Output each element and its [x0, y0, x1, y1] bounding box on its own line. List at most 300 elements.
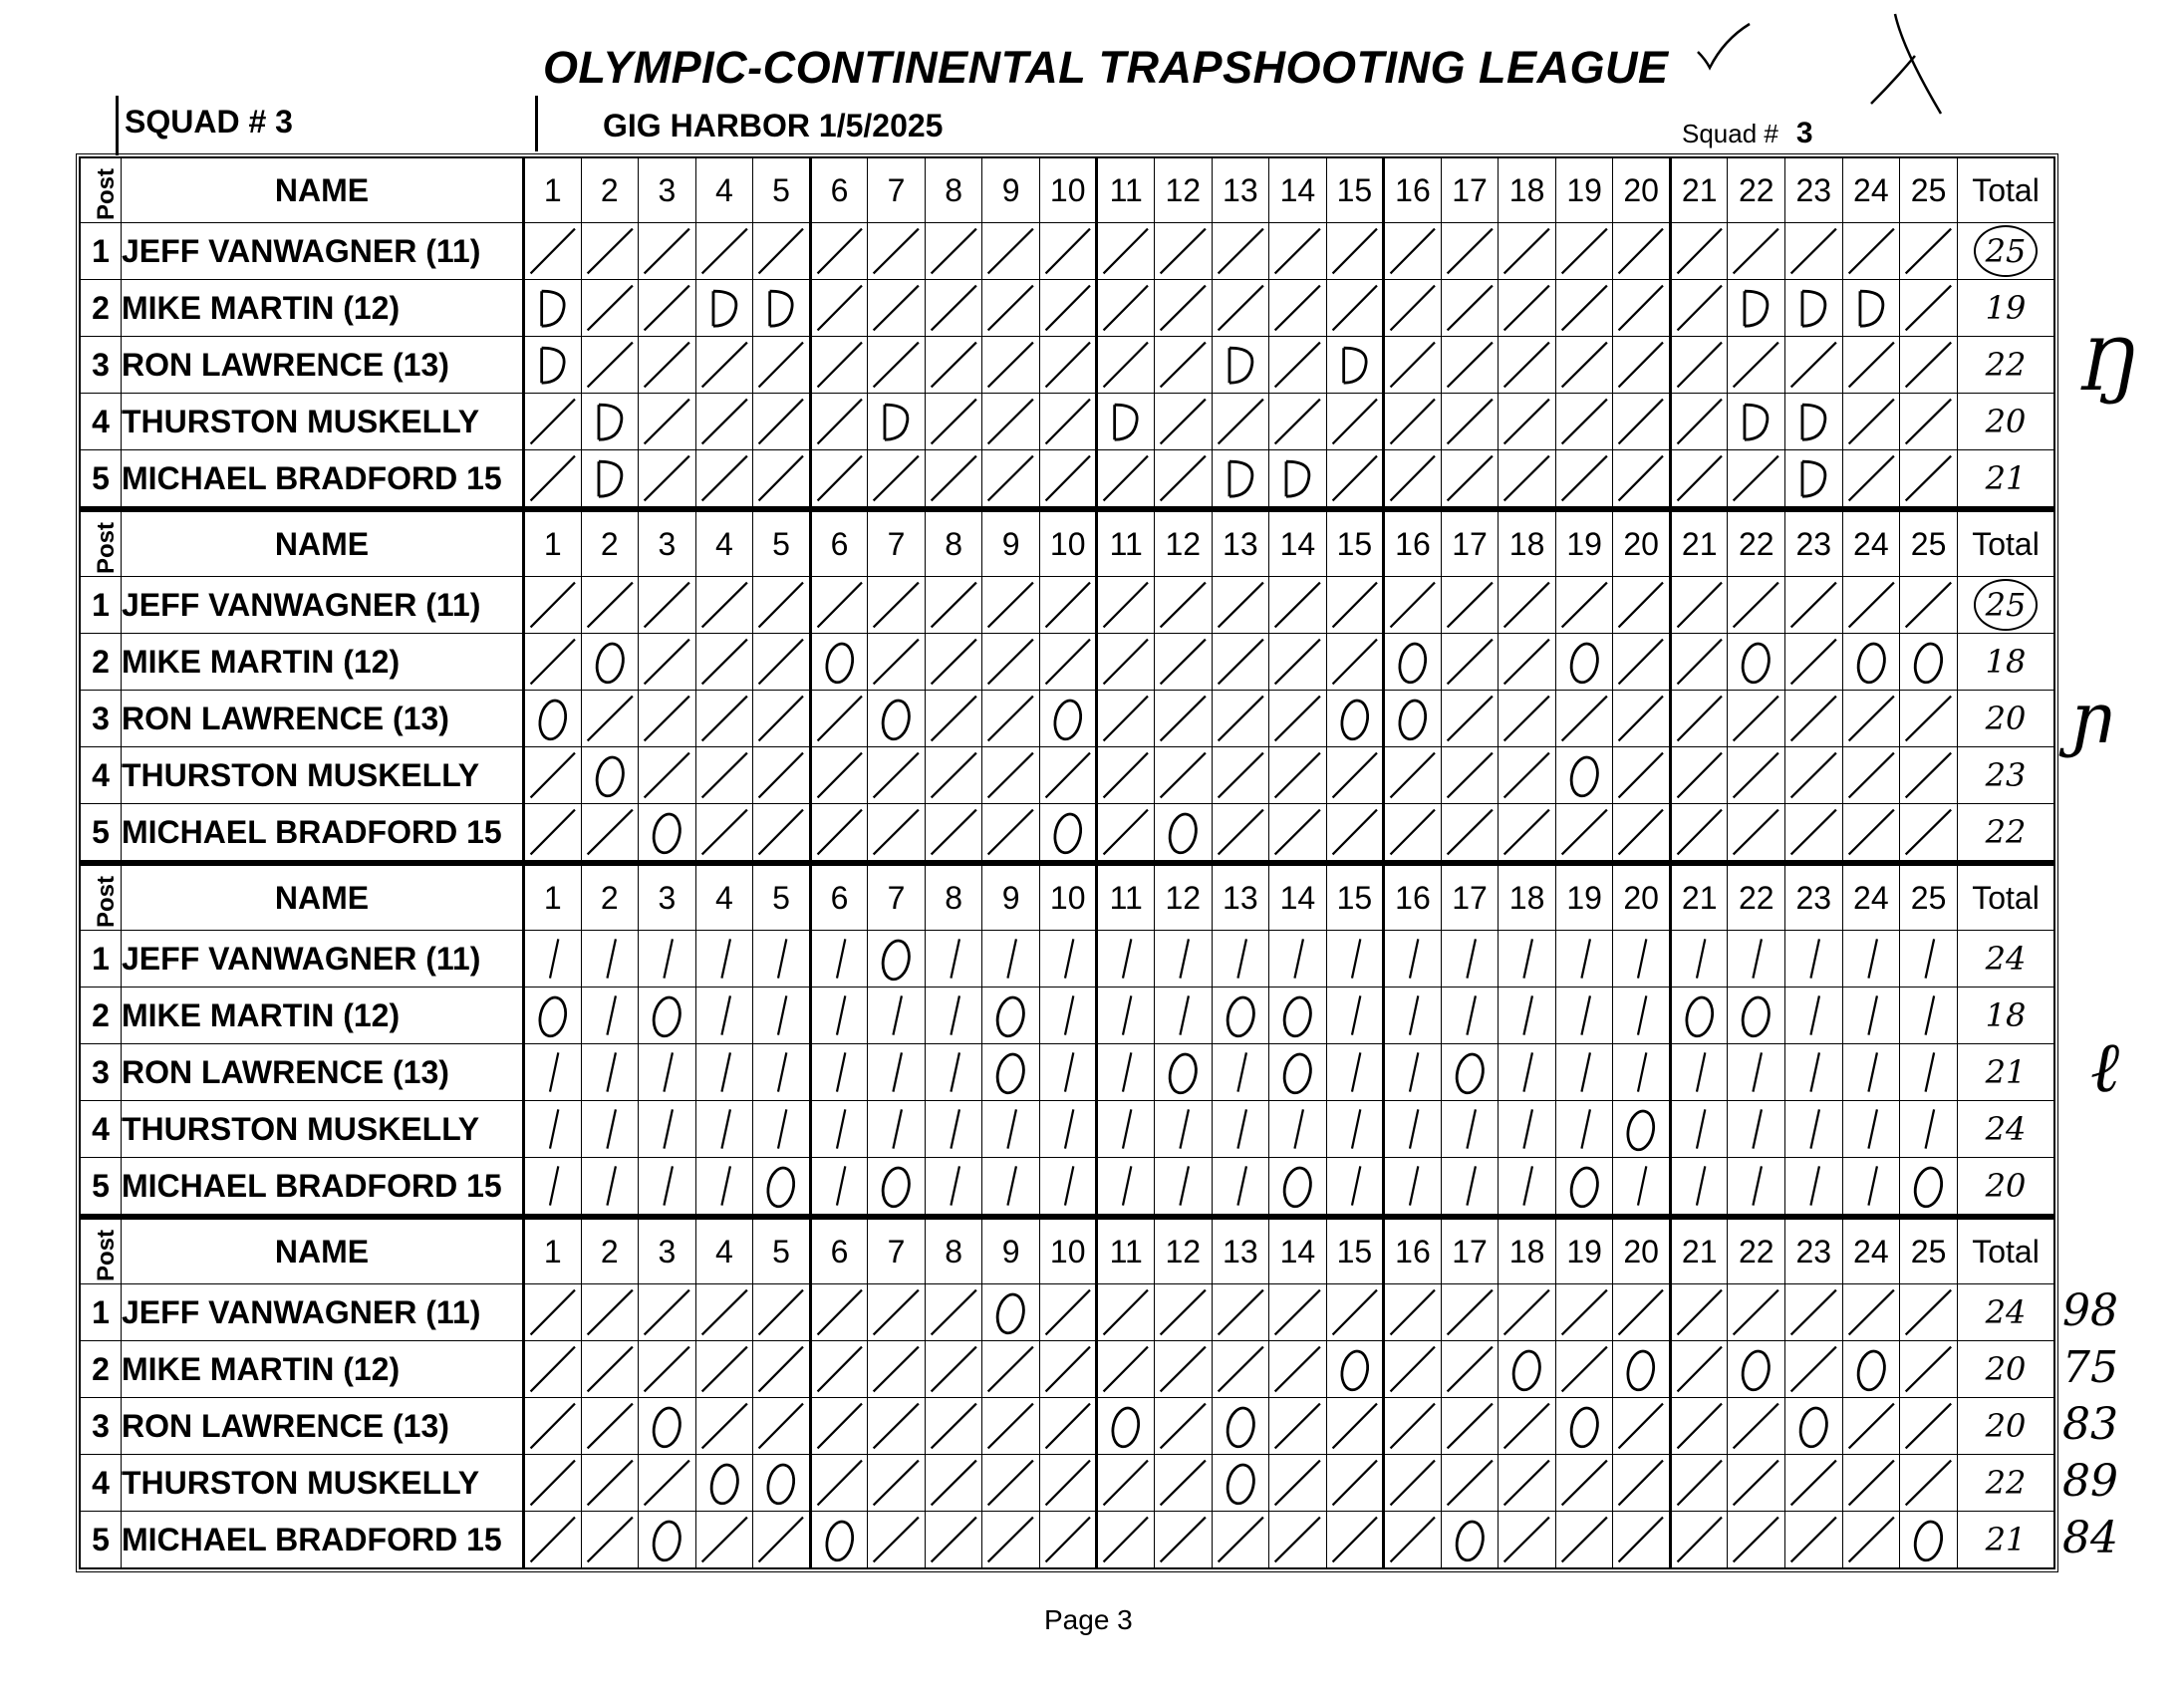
hit-slash-mark	[1672, 1044, 1728, 1100]
lost-target-d-mark	[1269, 450, 1326, 506]
target-cell	[810, 280, 868, 337]
target-cell	[982, 394, 1040, 450]
hit-slash-mark	[1155, 223, 1212, 279]
hit-slash-mark	[1499, 577, 1555, 633]
hit-slash-mark	[1040, 1341, 1096, 1397]
target-cell	[524, 804, 582, 861]
hit-slash-mark	[982, 931, 1039, 987]
target-cell	[1842, 931, 1900, 988]
row-total	[1958, 450, 2054, 507]
hit-slash-mark	[1269, 1101, 1326, 1157]
hit-slash-mark	[1499, 747, 1555, 803]
target-cell	[1900, 804, 1958, 861]
target-cell	[1900, 280, 1958, 337]
target-cell	[1212, 747, 1269, 804]
hit-slash-mark	[525, 931, 581, 987]
hit-slash-mark	[926, 1398, 982, 1454]
target-cell	[1039, 1341, 1097, 1398]
lost-target-o-mark	[582, 747, 639, 803]
row-total-value: 22	[1985, 813, 2027, 851]
hit-slash-mark	[1442, 1158, 1499, 1214]
hit-slash-mark	[1213, 280, 1269, 336]
target-cell	[1842, 280, 1900, 337]
target-number: 16	[1384, 158, 1442, 223]
hit-slash-mark	[926, 577, 982, 633]
target-cell	[810, 1398, 868, 1455]
hit-slash-mark	[1098, 450, 1154, 506]
hit-slash-mark	[868, 223, 925, 279]
lost-target-o-mark	[1900, 1158, 1957, 1214]
hit-slash-mark	[1499, 1158, 1555, 1214]
hit-slash-mark	[926, 450, 982, 506]
target-cell	[1900, 337, 1958, 394]
shooter-name: RON LAWRENCE (13)	[122, 1398, 524, 1455]
target-cell	[1555, 223, 1613, 280]
hit-slash-mark	[1327, 747, 1383, 803]
lost-target-o-mark	[696, 1455, 753, 1511]
hit-slash-mark	[1442, 804, 1499, 860]
target-cell	[868, 988, 926, 1044]
target-cell	[868, 337, 926, 394]
target-number: 9	[982, 1220, 1040, 1284]
lost-target-d-mark	[1728, 394, 1784, 449]
target-number: 8	[925, 158, 982, 223]
hit-slash-mark	[1327, 280, 1383, 336]
target-number: 18	[1499, 512, 1556, 577]
shooter-name: RON LAWRENCE (13)	[122, 1044, 524, 1101]
target-cell	[1384, 1044, 1442, 1101]
target-cell	[1384, 634, 1442, 691]
target-cell	[1326, 1341, 1384, 1398]
target-cell	[1039, 450, 1097, 507]
target-cell	[868, 1512, 926, 1568]
hit-slash-mark	[1900, 394, 1957, 449]
squad-number	[1682, 117, 1813, 150]
hit-slash-mark	[1672, 1398, 1728, 1454]
row-total	[1958, 1158, 2054, 1215]
hit-slash-mark	[1155, 1341, 1212, 1397]
target-number: 18	[1499, 158, 1556, 223]
target-cell	[1155, 931, 1213, 988]
target-cell	[1441, 1512, 1499, 1568]
hit-slash-mark	[639, 577, 695, 633]
target-cell	[1670, 988, 1728, 1044]
target-cell	[925, 1455, 982, 1512]
target-cell	[524, 1455, 582, 1512]
target-cell	[1900, 450, 1958, 507]
target-cell	[695, 931, 753, 988]
target-number: 15	[1326, 158, 1384, 223]
hit-slash-mark	[1269, 747, 1326, 803]
hit-slash-mark	[1672, 1284, 1728, 1340]
target-number: 10	[1039, 512, 1097, 577]
target-number: 20	[1613, 1220, 1671, 1284]
target-cell	[868, 1455, 926, 1512]
target-cell	[524, 634, 582, 691]
target-cell	[524, 1284, 582, 1341]
target-cell	[810, 337, 868, 394]
hit-slash-mark	[1385, 450, 1441, 506]
hit-slash-mark	[926, 280, 982, 336]
hit-slash-mark	[1843, 747, 1900, 803]
target-cell	[1785, 1158, 1843, 1215]
row-total	[1958, 1044, 2054, 1101]
shooter-name: MICHAEL BRADFORD 15	[122, 1158, 524, 1215]
target-cell	[1039, 223, 1097, 280]
target-cell	[1039, 804, 1097, 861]
page-title: OLYMPIC-CONTINENTAL TRAPSHOOTING LEAGUE	[543, 42, 1669, 93]
hit-slash-mark	[982, 394, 1039, 449]
post-number: 4	[81, 394, 122, 450]
squad-number-label: Squad #	[1682, 119, 1778, 148]
target-cell	[1039, 691, 1097, 747]
target-cell	[1269, 988, 1327, 1044]
shooter-row	[81, 280, 2054, 337]
hit-slash-mark	[868, 1455, 925, 1511]
hit-slash-mark	[1785, 931, 1842, 987]
lost-target-o-mark	[1098, 1398, 1154, 1454]
target-cell	[1155, 988, 1213, 1044]
target-cell	[1728, 1284, 1785, 1341]
post-number: 3	[81, 691, 122, 747]
hit-slash-mark	[812, 577, 868, 633]
row-total-value: 21	[1985, 1053, 2027, 1091]
target-cell	[1326, 1158, 1384, 1215]
shooter-row	[81, 1455, 2054, 1512]
hit-slash-mark	[1613, 804, 1669, 860]
target-cell	[1269, 450, 1327, 507]
target-cell	[1900, 1398, 1958, 1455]
target-number: 23	[1785, 1220, 1843, 1284]
target-cell	[1728, 1101, 1785, 1158]
target-cell	[925, 1101, 982, 1158]
shooter-row	[81, 1398, 2054, 1455]
score-block	[80, 1219, 2054, 1568]
target-cell	[982, 450, 1040, 507]
target-cell	[925, 450, 982, 507]
hit-slash-mark	[1785, 577, 1842, 633]
target-cell	[1441, 394, 1499, 450]
hit-slash-mark	[639, 223, 695, 279]
venue-date: GIG HARBOR 1/5/2025	[603, 108, 944, 143]
target-cell	[581, 691, 639, 747]
hit-slash-mark	[1098, 1101, 1154, 1157]
target-cell	[639, 1044, 696, 1101]
target-cell	[1384, 394, 1442, 450]
target-cell	[524, 931, 582, 988]
hit-slash-mark	[1040, 1455, 1096, 1511]
hit-slash-mark	[696, 1284, 753, 1340]
lost-target-d-mark	[525, 280, 581, 336]
target-cell	[1039, 1398, 1097, 1455]
hit-slash-mark	[1672, 1101, 1728, 1157]
lost-target-o-mark	[1728, 988, 1784, 1043]
target-cell	[1499, 223, 1556, 280]
hit-slash-mark	[926, 691, 982, 746]
target-cell	[1613, 577, 1671, 634]
target-cell	[1613, 988, 1671, 1044]
target-cell	[982, 634, 1040, 691]
target-cell	[1039, 1101, 1097, 1158]
shooter-row	[81, 577, 2054, 634]
shooter-row	[81, 1044, 2054, 1101]
hit-slash-mark	[1672, 450, 1728, 506]
hit-slash-mark	[1785, 988, 1842, 1043]
target-cell	[1670, 1284, 1728, 1341]
post-number: 4	[81, 747, 122, 804]
hit-slash-mark	[1155, 747, 1212, 803]
target-cell	[524, 988, 582, 1044]
target-cell	[1326, 223, 1384, 280]
hit-slash-mark	[1785, 223, 1842, 279]
hit-slash-mark	[1213, 1044, 1269, 1100]
hit-slash-mark	[1155, 1398, 1212, 1454]
lost-target-d-mark	[1213, 337, 1269, 393]
shooter-name: THURSTON MUSKELLY	[122, 394, 524, 450]
target-cell	[581, 450, 639, 507]
target-cell	[581, 1158, 639, 1215]
target-cell	[1326, 1284, 1384, 1341]
hit-slash-mark	[812, 1398, 868, 1454]
post-number: 5	[81, 1512, 122, 1568]
target-number: 20	[1613, 866, 1671, 931]
total-header: Total	[1958, 512, 2054, 577]
target-cell	[1269, 394, 1327, 450]
shooter-name: MICHAEL BRADFORD 15	[122, 450, 524, 507]
lost-target-o-mark	[1327, 1341, 1383, 1397]
lost-target-o-mark	[1613, 1341, 1669, 1397]
target-cell	[581, 394, 639, 450]
hit-slash-mark	[1785, 804, 1842, 860]
lost-target-d-mark	[582, 450, 639, 506]
shooter-row	[81, 634, 2054, 691]
hit-slash-mark	[1613, 394, 1669, 449]
hit-slash-mark	[1155, 691, 1212, 746]
target-cell	[982, 1284, 1040, 1341]
target-cell	[753, 1158, 811, 1215]
target-cell	[925, 337, 982, 394]
shooter-row	[81, 337, 2054, 394]
target-cell	[524, 1158, 582, 1215]
target-cell	[639, 450, 696, 507]
hit-slash-mark	[868, 804, 925, 860]
target-cell	[639, 577, 696, 634]
hit-slash-mark	[1556, 1455, 1613, 1511]
hit-slash-mark	[1843, 577, 1900, 633]
target-cell	[982, 747, 1040, 804]
target-cell	[639, 691, 696, 747]
post-number: 5	[81, 804, 122, 861]
hit-slash-mark	[1499, 337, 1555, 393]
hit-slash-mark	[1040, 747, 1096, 803]
target-cell	[1269, 1398, 1327, 1455]
hit-slash-mark	[1155, 394, 1212, 449]
target-cell	[1097, 1101, 1155, 1158]
target-cell	[1097, 1158, 1155, 1215]
target-cell	[1384, 1455, 1442, 1512]
hit-slash-mark	[696, 634, 753, 690]
target-number: 19	[1555, 1220, 1613, 1284]
hit-slash-mark	[753, 1044, 809, 1100]
target-cell	[1212, 931, 1269, 988]
hit-slash-mark	[525, 1341, 581, 1397]
hit-slash-mark	[1155, 1512, 1212, 1567]
target-cell	[1384, 1158, 1442, 1215]
hit-slash-mark	[1327, 1101, 1383, 1157]
target-cell	[1326, 1512, 1384, 1568]
post-number: 1	[81, 931, 122, 988]
target-cell	[1842, 988, 1900, 1044]
hit-slash-mark	[1672, 577, 1728, 633]
hit-slash-mark	[1385, 1284, 1441, 1340]
hit-slash-mark	[1499, 1101, 1555, 1157]
target-number: 6	[810, 158, 868, 223]
post-number: 3	[81, 1398, 122, 1455]
post-number: 4	[81, 1101, 122, 1158]
lost-target-o-mark	[1728, 1341, 1784, 1397]
hit-slash-mark	[639, 1101, 695, 1157]
hit-slash-mark	[1900, 691, 1957, 746]
target-cell	[1384, 747, 1442, 804]
target-cell	[524, 1512, 582, 1568]
target-cell	[1499, 280, 1556, 337]
target-cell	[1555, 337, 1613, 394]
initials-mark: ℓ	[2090, 1026, 2120, 1108]
hit-slash-mark	[1155, 988, 1212, 1043]
hit-slash-mark	[1613, 577, 1669, 633]
target-cell	[1212, 634, 1269, 691]
target-cell	[1728, 223, 1785, 280]
target-cell	[1441, 337, 1499, 394]
post-header	[81, 512, 122, 577]
hit-slash-mark	[1728, 1284, 1784, 1340]
target-cell	[1785, 804, 1843, 861]
target-number: 7	[868, 866, 926, 931]
hit-slash-mark	[1556, 394, 1613, 449]
target-cell	[1842, 634, 1900, 691]
hit-slash-mark	[525, 1398, 581, 1454]
target-cell	[1555, 634, 1613, 691]
hit-slash-mark	[868, 1341, 925, 1397]
hit-slash-mark	[582, 1284, 639, 1340]
target-cell	[982, 577, 1040, 634]
target-cell	[1842, 1455, 1900, 1512]
hit-slash-mark	[1843, 931, 1900, 987]
target-cell	[581, 1512, 639, 1568]
hit-slash-mark	[1327, 394, 1383, 449]
hit-slash-mark	[696, 747, 753, 803]
target-cell	[810, 1101, 868, 1158]
hit-slash-mark	[639, 450, 695, 506]
hit-slash-mark	[1327, 1044, 1383, 1100]
hit-slash-mark	[1499, 1044, 1555, 1100]
target-cell	[810, 1158, 868, 1215]
hit-slash-mark	[639, 634, 695, 690]
hit-slash-mark	[1672, 931, 1728, 987]
hit-slash-mark	[1098, 988, 1154, 1043]
hit-slash-mark	[1556, 450, 1613, 506]
hit-slash-mark	[868, 337, 925, 393]
target-cell	[868, 1284, 926, 1341]
target-cell	[1670, 1158, 1728, 1215]
target-cell	[1212, 1512, 1269, 1568]
header-row	[81, 512, 2054, 577]
hit-slash-mark	[525, 1512, 581, 1567]
hit-slash-mark	[868, 747, 925, 803]
hit-slash-mark	[1385, 988, 1441, 1043]
target-cell	[639, 1158, 696, 1215]
target-cell	[925, 804, 982, 861]
hit-slash-mark	[753, 634, 809, 690]
target-cell	[1039, 1455, 1097, 1512]
target-cell	[1613, 931, 1671, 988]
score-block	[80, 157, 2054, 507]
hit-slash-mark	[982, 337, 1039, 393]
target-cell	[639, 747, 696, 804]
shooter-row	[81, 988, 2054, 1044]
target-cell	[982, 337, 1040, 394]
post-header-label: Post	[93, 521, 121, 574]
hit-slash-mark	[1155, 577, 1212, 633]
hit-slash-mark	[1900, 1101, 1957, 1157]
hit-slash-mark	[582, 577, 639, 633]
shooter-row	[81, 1512, 2054, 1568]
lost-target-d-mark	[696, 280, 753, 336]
post-number: 2	[81, 280, 122, 337]
hit-slash-mark	[1442, 747, 1499, 803]
row-total-value: 24	[1985, 1110, 2027, 1148]
target-number: 4	[695, 866, 753, 931]
hit-slash-mark	[1613, 1455, 1669, 1511]
row-total	[1958, 747, 2054, 804]
target-cell	[1499, 1455, 1556, 1512]
hit-slash-mark	[1385, 394, 1441, 449]
target-cell	[868, 1341, 926, 1398]
target-cell	[1670, 691, 1728, 747]
hit-slash-mark	[1155, 337, 1212, 393]
target-cell	[1613, 634, 1671, 691]
lost-target-o-mark	[639, 988, 695, 1043]
target-cell	[1728, 634, 1785, 691]
hit-slash-mark	[1556, 337, 1613, 393]
hit-slash-mark	[926, 1284, 982, 1340]
hit-slash-mark	[1040, 394, 1096, 449]
row-total	[1958, 804, 2054, 861]
target-cell	[524, 1044, 582, 1101]
target-cell	[1900, 747, 1958, 804]
target-cell	[868, 577, 926, 634]
lost-target-o-mark	[1672, 988, 1728, 1043]
hit-slash-mark	[696, 1044, 753, 1100]
target-cell	[1269, 280, 1327, 337]
target-cell	[868, 450, 926, 507]
hit-slash-mark	[1269, 1398, 1326, 1454]
post-number: 1	[81, 577, 122, 634]
target-cell	[1499, 1512, 1556, 1568]
hit-slash-mark	[1728, 747, 1784, 803]
target-number: 14	[1269, 512, 1327, 577]
target-cell	[695, 1284, 753, 1341]
hit-slash-mark	[582, 931, 639, 987]
target-cell	[1670, 223, 1728, 280]
hit-slash-mark	[1556, 577, 1613, 633]
target-cell	[1039, 988, 1097, 1044]
target-cell	[1555, 1101, 1613, 1158]
target-cell	[925, 1341, 982, 1398]
target-cell	[868, 280, 926, 337]
row-total	[1958, 337, 2054, 394]
target-cell	[753, 931, 811, 988]
